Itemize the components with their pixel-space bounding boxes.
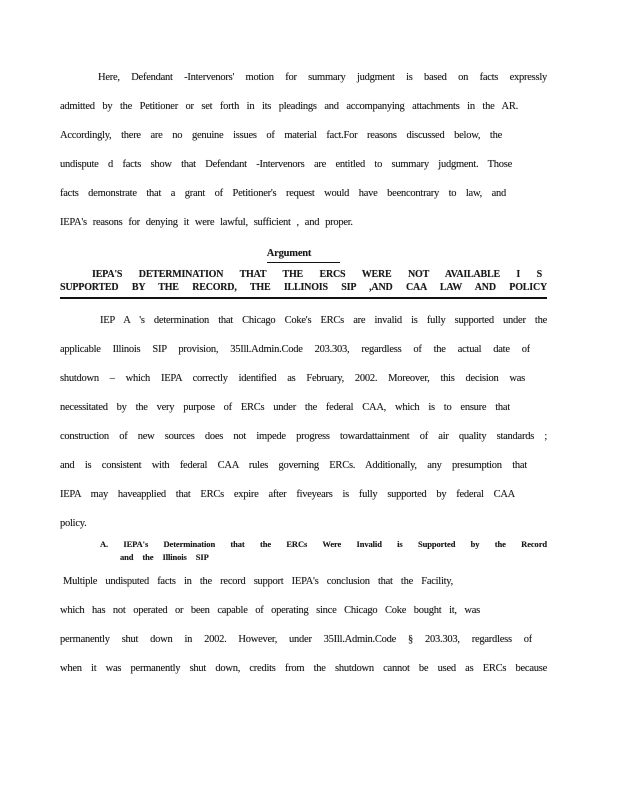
text-line: when it was permanently shut down, credits from the shutdown cannot be used as ERCs because xyxy=(60,663,547,674)
text-line: Here, Defendant -Intervenors' motion for summary judgment is based on facts expressly xyxy=(98,72,547,83)
text-line: Accordingly, there are no genuine issues of material fact.For reasons discussed below, the xyxy=(60,130,502,141)
text-line: and is consistent with federal CAA rules governing ERCs. Additionally, any presumption that xyxy=(60,460,527,471)
section-heading-line: IEPA'S DETERMINATION THAT THE ERCS WERE NOT AVAILABLE I S xyxy=(92,269,542,280)
paragraph-3 xyxy=(60,567,547,683)
text-line: undispute d facts show that Defendant -Intervenors are entitled to summary judgment. Those xyxy=(60,159,512,170)
text-line: IEP A 's determination that Chicago Coke's ERCs are invalid is fully supported under the xyxy=(100,315,547,326)
paragraph-1 xyxy=(60,63,547,237)
text-line: IEPA may haveapplied that ERCs expire after fiveyears is fully supported by federal CAA xyxy=(60,489,515,500)
text-line: facts demonstrate that a grant of Petitioner's request would have beencontrary to law, and xyxy=(60,188,506,199)
argument-heading-label: Argument xyxy=(267,247,340,263)
text-line: which has not operated or been capable of operating since Chicago Coke bought it, was xyxy=(60,605,480,616)
argument-heading xyxy=(60,243,547,265)
text-line: Multiple undisputed facts in the record support IEPA's conclusion that the Facility, xyxy=(63,576,453,587)
text-line: IEPA's reasons for denying it were lawful, sufficient , and proper. xyxy=(60,217,353,228)
text-line: construction of new sources does not impede progress towardattainment of air quality standards ; xyxy=(60,431,547,442)
text-column xyxy=(60,63,547,683)
section-heading xyxy=(60,268,547,299)
text-line: necessitated by the very purpose of ERCs under the federal CAA, which is to ensure that xyxy=(60,402,510,413)
text-line: admitted by the Petitioner or set forth in its pleadings and accompanying attachments in the AR. xyxy=(60,101,518,112)
text-line: policy. xyxy=(60,518,87,529)
section-heading-line: SUPPORTED BY THE RECORD, THE ILLINOIS SIP ,AND CAA LAW AND POLICY xyxy=(60,282,547,293)
text-line: shutdown – which IEPA correctly identified as February, 2002. Moreover, this decision was xyxy=(60,373,525,384)
subsection-heading-a xyxy=(60,538,547,564)
text-line: permanently shut down in 2002. However, under 35Ill.Admin.Code § 203.303, regardless of xyxy=(60,634,532,645)
paragraph-2 xyxy=(60,306,547,538)
subsection-heading-line: and the Illinois SIP xyxy=(120,552,209,562)
text-line: applicable Illinois SIP provision, 35Ill.Admin.Code 203.303, regardless of the actual date of xyxy=(60,344,530,355)
subsection-heading-line: A. IEPA's Determination that the ERCs Were Invalid is Supported by the Record xyxy=(100,539,547,549)
